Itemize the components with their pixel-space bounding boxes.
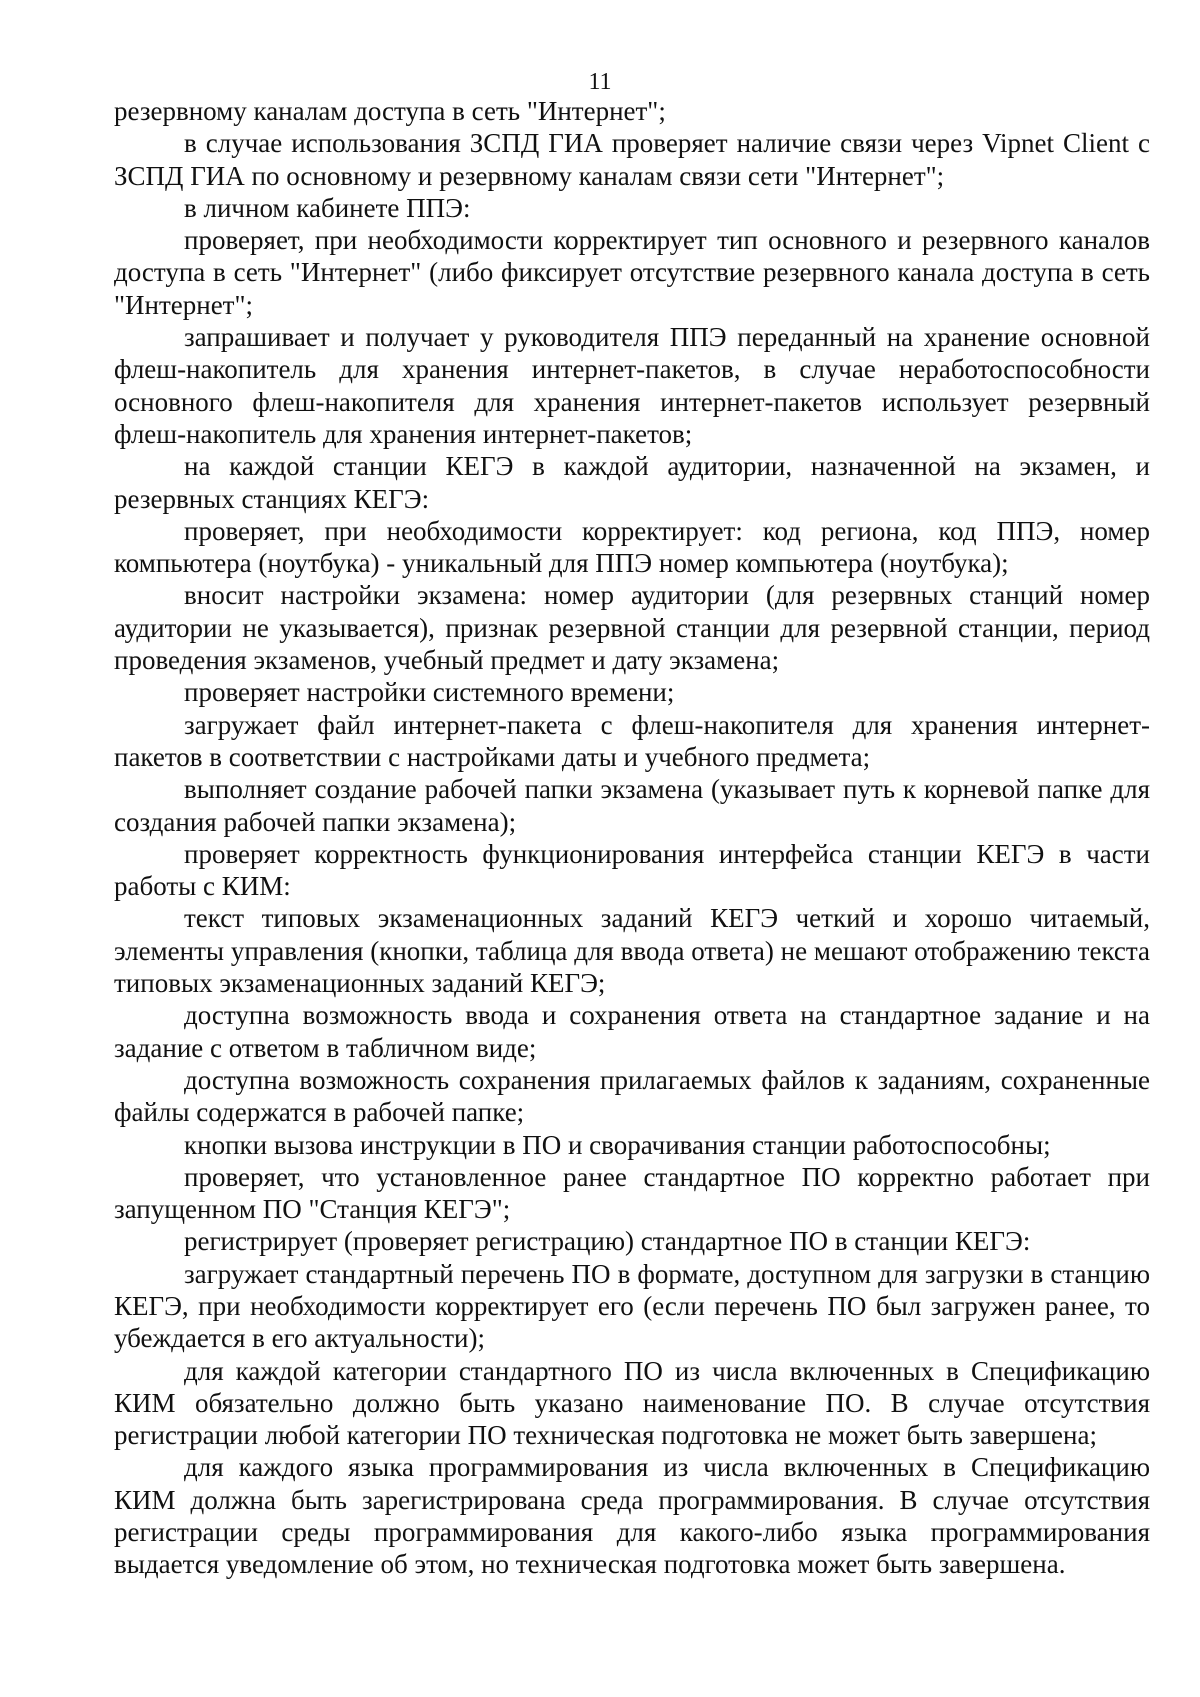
document-body [114,95,1150,1581]
paragraph: для каждой категории стандартного ПО из числа включенных в Спецификацию КИМ обязательно должно быть указано наименование ПО. В случае отсутствия регистрации любой категории ПО техническая подготовка не может быть завершена; [114,1355,1150,1451]
paragraph: доступна возможность ввода и сохранения ответа на стандартное задание и на задание с ответом в табличном виде; [114,1000,1150,1063]
paragraph: выполняет создание рабочей папки экзамена (указывает путь к корневой папке для создания рабочей папки экзамена); [114,774,1150,837]
paragraph: в случае использования ЗСПД ГИА проверяет наличие связи через Vipnet Client с ЗСПД ГИА по основному и резервному каналам связи сети "Интернет"; [114,128,1150,191]
paragraph: текст типовых экзаменационных заданий КЕГЭ четкий и хорошо читаемый, элементы управления (кнопки, таблица для ввода ответа) не мешают отображению текста типовых экзаменационных заданий КЕГЭ; [114,903,1150,999]
paragraph: доступна возможность сохранения прилагаемых файлов к заданиям, сохраненные файлы содержатся в рабочей папке; [114,1064,1150,1128]
page-number: 11 [588,69,612,95]
paragraph: проверяет настройки системного времени; [184,677,675,708]
paragraph: вносит настройки экзамена: номер аудитории (для резервных станций номер аудитории не указывается), признак резервной станции для резервной станции, период проведения экзаменов, учебный предмет и дату экзамена; [114,580,1150,676]
paragraph: регистрирует (проверяет регистрацию) стандартное ПО в станции КЕГЭ: [184,1226,1031,1257]
paragraph: проверяет, при необходимости корректирует тип основного и резервного каналов доступа в сеть "Интернет" (либо фиксирует отсутствие резервного канала доступа в сеть "Интернет"; [114,225,1150,320]
paragraph: в личном кабинете ППЭ: [184,192,471,223]
paragraph: проверяет, что установленное ранее стандартное ПО корректно работает при запущенном ПО "Станция КЕГЭ"; [114,1161,1150,1225]
paragraph: запрашивает и получает у руководителя ППЭ переданный на хранение основной флеш-накопитель для хранения интернет-пакетов, в случае неработоспособности основного флеш-накопителя для хранения интернет-пакетов использует резервный флеш-накопитель для хранения интернет-пакетов; [114,322,1150,449]
paragraph: на каждой станции КЕГЭ в каждой аудитории, назначенной на экзамен, и резервных станциях КЕГЭ: [114,451,1150,514]
paragraph: проверяет, при необходимости корректирует: код региона, код ППЭ, номер компьютера (ноутбука) - уникальный для ППЭ номер компьютера (ноутбука); [114,515,1150,579]
paragraph: загружает файл интернет-пакета с флеш-накопителя для хранения интернет-пакетов в соответствии с настройками даты и учебного предмета; [114,709,1150,772]
paragraph: загружает стандартный перечень ПО в формате, доступном для загрузки в станцию КЕГЭ, при необходимости корректирует его (если перечень ПО был загружен ранее, то убеждается в его актуальности); [114,1258,1150,1354]
paragraph: резервному каналам доступа в сеть "Интернет"; [114,96,666,126]
paragraph: проверяет корректность функционирования интерфейса станции КЕГЭ в части работы с КИМ: [114,838,1150,902]
paragraph: для каждого языка программирования из числа включенных в Спецификацию КИМ должна быть зарегистрирована среда программирования. В случае отсутствия регистрации среды программирования для какого-либо языка программирования выдается уведомление об этом, но техническая подготовка может быть завершена. [114,1452,1150,1580]
paragraph: кнопки вызова инструкции в ПО и сворачивания станции работоспособны; [184,1129,1051,1160]
